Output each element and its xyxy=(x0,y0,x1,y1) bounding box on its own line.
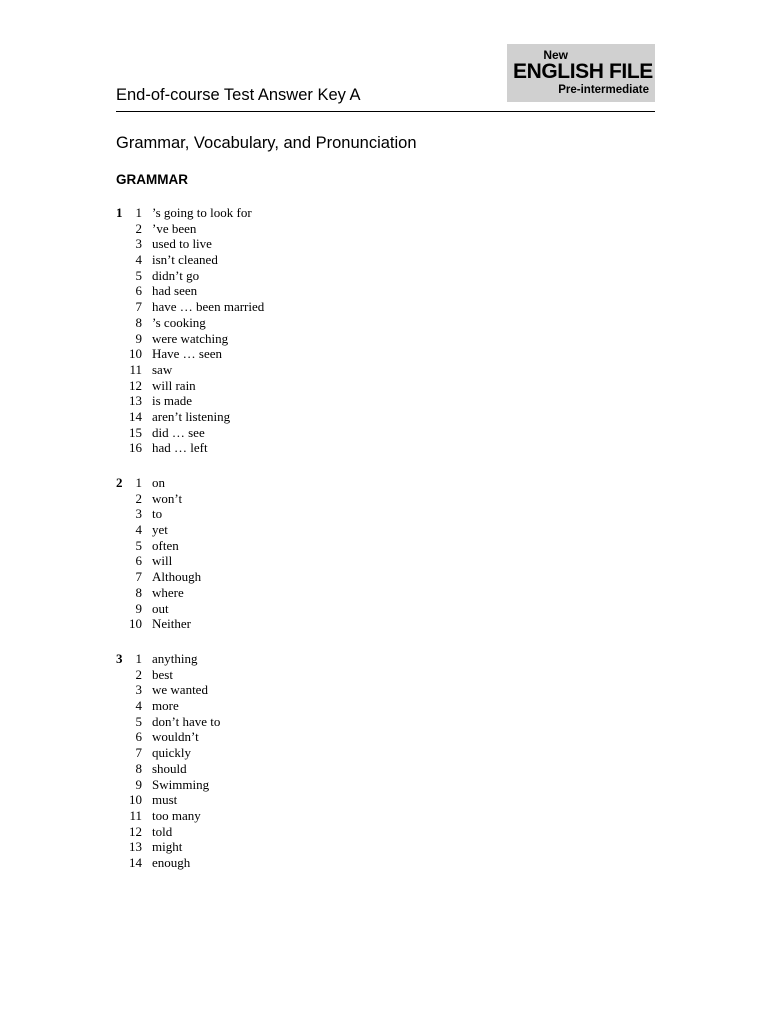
answer-text: had seen xyxy=(152,283,198,299)
answer-number: 7 xyxy=(135,569,142,585)
answer-number: 9 xyxy=(135,330,142,346)
answer-text: where xyxy=(152,584,184,600)
answer-text: saw xyxy=(152,361,173,377)
answer-number: 13 xyxy=(129,393,142,409)
answer-text: to xyxy=(152,506,163,522)
answer-number: 5 xyxy=(135,537,142,553)
answer-number: 2 xyxy=(135,666,142,682)
page-title: End-of-course Test Answer Key A xyxy=(116,86,361,104)
answer-text: more xyxy=(152,698,179,714)
answer-number: 13 xyxy=(129,839,142,855)
answer-text: will rain xyxy=(152,377,196,393)
answer-text: used to live xyxy=(152,236,212,252)
answer-text: aren’t listening xyxy=(152,408,231,424)
grammar-heading: GRAMMAR xyxy=(116,172,188,187)
logo-sub-label: Pre-intermediate xyxy=(558,84,649,96)
answer-text: won’t xyxy=(152,490,183,506)
answer-number: 5 xyxy=(135,713,142,729)
answer-number: 16 xyxy=(129,440,142,456)
answer-text: too many xyxy=(152,807,201,823)
answer-text: Have … seen xyxy=(152,346,223,362)
answer-text: is made xyxy=(152,393,193,409)
answer-number: 11 xyxy=(129,361,142,377)
answer-number: 10 xyxy=(129,346,142,362)
header-divider xyxy=(116,111,655,112)
answer-text: must xyxy=(152,792,178,808)
answer-number: 3 xyxy=(135,506,142,522)
answer-number: 7 xyxy=(135,299,142,315)
answer-number: 8 xyxy=(135,584,142,600)
answer-number: 6 xyxy=(135,553,142,569)
exercise-number: 1 xyxy=(116,205,123,220)
answer-number: 3 xyxy=(135,236,142,252)
answer-number: 8 xyxy=(135,314,142,330)
answer-number: 10 xyxy=(129,616,142,632)
answer-text: told xyxy=(152,823,173,839)
answer-number: 14 xyxy=(129,854,142,870)
answer-text: best xyxy=(152,666,173,682)
answer-number: 15 xyxy=(129,424,142,440)
exercise-number: 2 xyxy=(116,475,123,490)
answer-number: 9 xyxy=(135,776,142,792)
answer-text: enough xyxy=(152,854,191,870)
answer-text: Swimming xyxy=(152,776,210,792)
answer-text: don’t have to xyxy=(152,713,221,729)
answer-text: Although xyxy=(152,569,202,585)
exercise-number: 3 xyxy=(116,651,123,666)
answer-number: 12 xyxy=(129,823,142,839)
answer-text: might xyxy=(152,839,183,855)
answer-text: isn’t cleaned xyxy=(152,252,218,268)
answer-number: 3 xyxy=(135,682,142,698)
answer-text: Neither xyxy=(152,616,191,632)
english-file-logo xyxy=(507,44,655,102)
answer-number: 2 xyxy=(135,220,142,236)
answer-number: 4 xyxy=(135,698,142,714)
answer-text: were watching xyxy=(152,330,229,346)
answer-number: 1 xyxy=(135,475,142,490)
answer-text: yet xyxy=(152,522,168,538)
answer-text: did … see xyxy=(152,424,205,440)
answer-text: we wanted xyxy=(152,682,208,698)
answer-text: didn’t go xyxy=(152,267,200,283)
answer-text: on xyxy=(152,475,165,490)
answer-text: anything xyxy=(152,651,198,666)
answer-text: wouldn’t xyxy=(152,729,199,745)
answer-number: 6 xyxy=(135,283,142,299)
answer-number: 1 xyxy=(135,205,142,220)
logo-main-label: ENGLISH FILE xyxy=(513,60,653,83)
answer-text: will xyxy=(152,553,173,569)
answer-number: 9 xyxy=(135,600,142,616)
answer-text: quickly xyxy=(152,745,191,761)
answer-text: ’ve been xyxy=(152,220,197,236)
answer-number: 10 xyxy=(129,792,142,808)
answer-number: 1 xyxy=(135,651,142,666)
answer-number: 12 xyxy=(129,377,142,393)
section-title: Grammar, Vocabulary, and Pronunciation xyxy=(116,134,417,152)
answer-text: should xyxy=(152,760,187,776)
answer-text: out xyxy=(152,600,169,616)
answer-text: often xyxy=(152,537,179,553)
answer-number: 5 xyxy=(135,267,142,283)
answer-text: ’s going to look for xyxy=(152,205,252,220)
answer-number: 7 xyxy=(135,745,142,761)
answer-number: 4 xyxy=(135,252,142,268)
logo-new-label: New xyxy=(543,48,568,62)
answer-number: 14 xyxy=(129,408,142,424)
answer-text: ’s cooking xyxy=(152,314,206,330)
answer-text: have … been married xyxy=(152,299,265,315)
answer-number: 6 xyxy=(135,729,142,745)
answer-number: 4 xyxy=(135,522,142,538)
answer-number: 2 xyxy=(135,490,142,506)
answer-number: 11 xyxy=(129,807,142,823)
answer-text: had … left xyxy=(152,440,208,456)
answer-number: 8 xyxy=(135,760,142,776)
